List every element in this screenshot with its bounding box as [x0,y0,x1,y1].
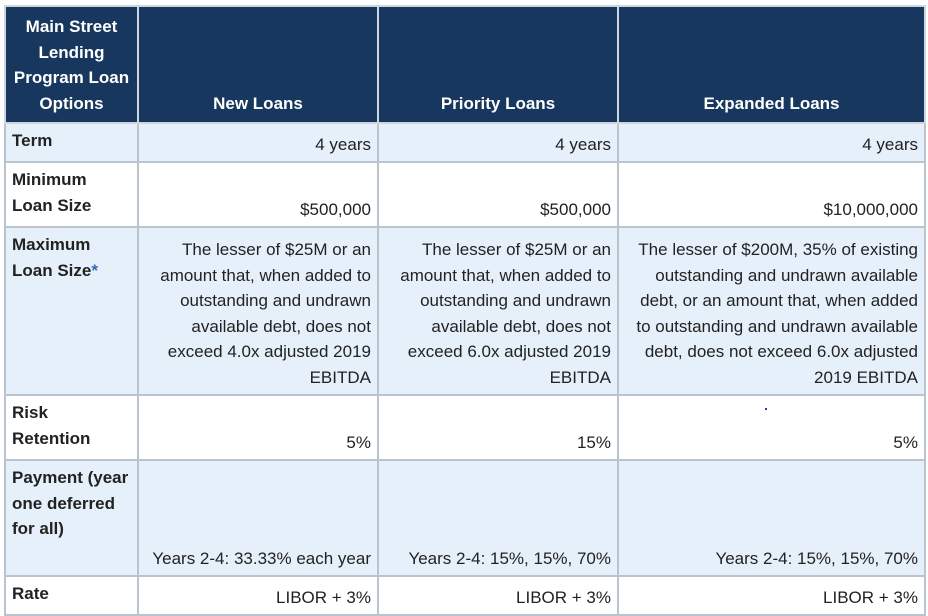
column-header-priority-loans: Priority Loans [378,6,618,123]
cell-risk-priority: 15% [378,395,618,460]
cell-min-expanded: $10,000,000 [618,162,925,227]
cell-payment-priority: Years 2-4: 15%, 15%, 70% [378,460,618,576]
column-header-expanded-loans: Expanded Loans [618,6,925,123]
stray-dot [765,408,767,410]
cell-risk-expanded: 5% [618,395,925,460]
row-label-maximum-loan-size-cell [5,227,138,395]
cell-term-expanded: 4 years [618,123,925,162]
table-row-risk-retention [5,395,925,460]
table-row-minimum-loan-size [5,162,925,227]
cell-min-priority: $500,000 [378,162,618,227]
corner-header: Main Street Lending Program Loan Options [5,6,138,123]
cell-min-new: $500,000 [138,162,378,227]
cell-rate-new: LIBOR + 3% [138,576,378,615]
table-row-payment [5,460,925,576]
cell-max-expanded: The lesser of $200M, 35% of existing outstanding and undrawn available debt, or an amount that, when added to outstanding and undrawn available debt, does not exceed 6.0x adjusted 2019 EBITDA [618,227,925,395]
column-header-new-loans: New Loans [138,6,378,123]
table-row-term [5,123,925,162]
header-row [5,6,925,123]
table-row-rate [5,576,925,615]
loan-options-table [4,5,926,616]
cell-payment-expanded: Years 2-4: 15%, 15%, 70% [618,460,925,576]
row-label-rate: Rate [5,576,138,615]
cell-rate-expanded: LIBOR + 3% [618,576,925,615]
cell-risk-new: 5% [138,395,378,460]
cell-max-priority: The lesser of $25M or an amount that, when added to outstanding and undrawn available debt, does not exceed 6.0x adjusted 2019 EBITDA [378,227,618,395]
row-label-risk-retention: Risk Retention [5,395,138,460]
cell-term-new: 4 years [138,123,378,162]
row-label-minimum-loan-size: Minimum Loan Size [5,162,138,227]
row-label-term: Term [5,123,138,162]
footnote-asterisk[interactable]: * [91,260,98,280]
table-row-maximum-loan-size [5,227,925,395]
cell-max-new: The lesser of $25M or an amount that, when added to outstanding and undrawn available debt, does not exceed 4.0x adjusted 2019 EBITDA [138,227,378,395]
cell-rate-priority: LIBOR + 3% [378,576,618,615]
cell-term-priority: 4 years [378,123,618,162]
row-label-maximum-loan-size: Maximum Loan Size [12,235,92,280]
cell-payment-new: Years 2-4: 33.33% each year [138,460,378,576]
row-label-payment: Payment (year one deferred for all) [5,460,138,576]
